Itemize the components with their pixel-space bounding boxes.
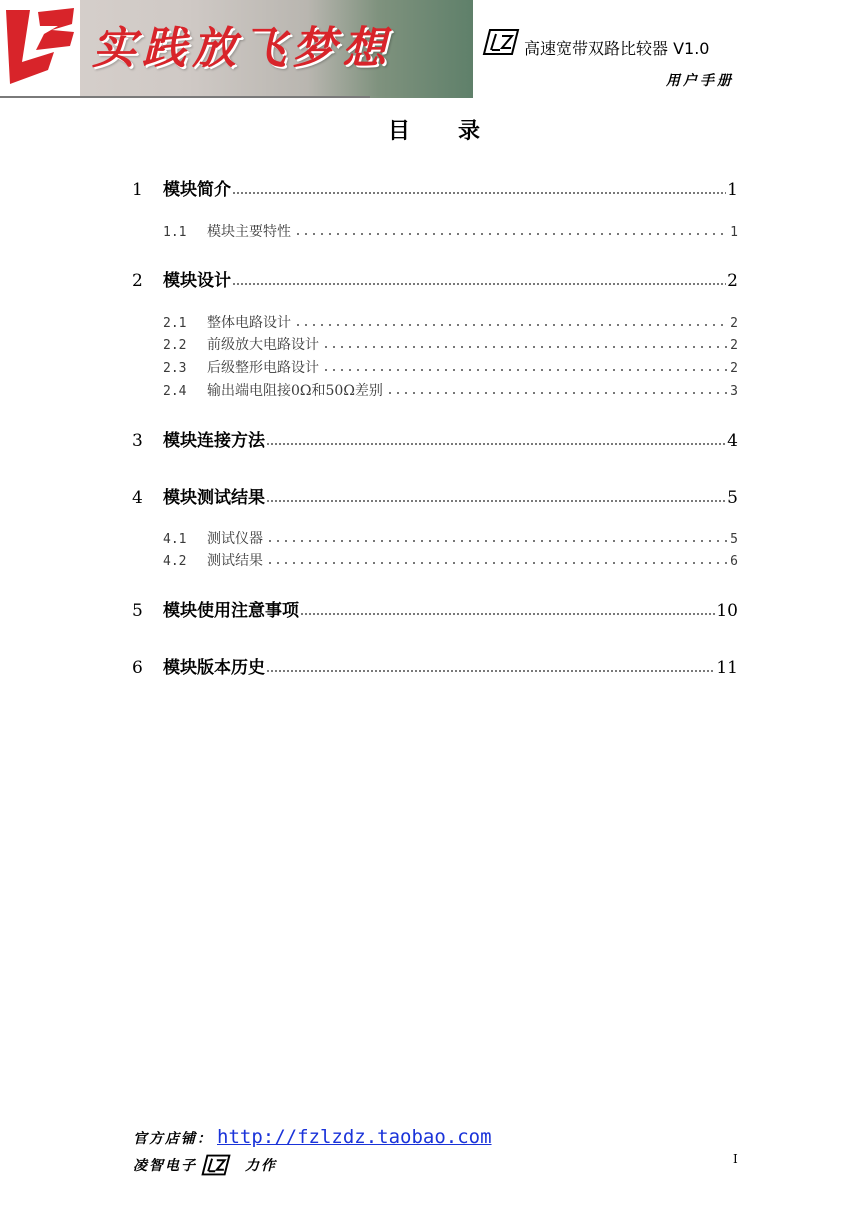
toc-entry-6[interactable] [132,653,738,678]
toc-entry-2-1[interactable] [163,312,738,332]
toc-entry-4-2[interactable] [163,550,738,570]
toc-number: 5 [132,601,143,621]
toc-entry-2-4[interactable] [163,380,738,400]
toc-leader [292,222,729,236]
credit-suffix: 力作 [245,1158,277,1174]
toc-entry-2-2[interactable] [163,334,738,354]
toc-page-number: 1 [730,225,738,240]
toc-leader [320,335,729,349]
toc-leader [264,551,729,565]
toc-entry-5[interactable] [132,596,738,621]
toc-page-number: 4 [727,431,738,451]
toc-entry-1[interactable] [132,175,738,200]
toc-title: 模块设计 [163,271,231,291]
toc-number: 2.2 [163,338,187,353]
toc-entry-4[interactable] [132,483,738,508]
toc-page-number: 11 [716,658,738,678]
toc-leader [384,381,729,395]
toc-title: 模块简介 [163,180,231,200]
lz-mark-icon [482,28,520,56]
toc-title: 整体电路设计 [207,315,291,331]
toc-page-number: 2 [730,361,738,376]
toc-title: 测试结果 [207,553,263,569]
toc-number: 6 [132,658,143,678]
title-part-2: 录 [458,118,481,144]
manual-subtitle: 用户手册 [666,73,734,89]
toc-title: 模块版本历史 [163,658,265,678]
toc-leader [232,179,726,195]
toc-leader [232,270,726,286]
toc-page-number: 2 [730,338,738,353]
header-product-block [482,22,742,92]
header-banner [0,0,473,98]
toc-title: 模块使用注意事项 [163,601,299,621]
toc-leader [266,430,726,446]
toc-number: 2.1 [163,316,187,331]
lz-logo-icon [0,0,80,98]
toc-number: 2.4 [163,384,187,399]
banner-slogan: 实践放飞梦想 [92,23,392,74]
toc-page-number: 10 [716,601,738,621]
toc-leader [300,600,715,616]
toc-page-number: 2 [730,316,738,331]
page-title [0,114,868,145]
toc-page-number: 2 [727,271,738,291]
toc-entry-2[interactable] [132,266,738,291]
toc-number: 4.2 [163,554,187,569]
footer-credit [133,1154,277,1176]
toc-leader [264,529,729,543]
toc-page-number: 5 [730,532,738,547]
toc-entry-4-1[interactable] [163,528,738,548]
toc-title: 后级整形电路设计 [207,360,319,376]
toc-title: 模块测试结果 [163,488,265,508]
toc-number: 1.1 [163,225,187,240]
toc-title: 测试仪器 [207,531,263,547]
toc-entry-1-1[interactable] [163,221,738,241]
toc-title: 前级放大电路设计 [207,337,319,353]
toc-title: 模块连接方法 [163,431,265,451]
toc-leader [266,487,726,503]
footer-shop [133,1126,492,1148]
shop-url-link[interactable]: http://fzlzdz.taobao.com [217,1126,492,1148]
toc-leader [292,313,729,327]
toc-entry-2-3[interactable] [163,357,738,377]
toc-entry-3[interactable] [132,426,738,451]
toc-number: 2.3 [163,361,187,376]
toc-number: 4.1 [163,532,187,547]
toc-page-number: 3 [730,384,738,399]
toc-number: 4 [132,488,143,508]
lz-mark-icon [201,1154,231,1176]
toc-number: 2 [132,271,143,291]
toc-title: 输出端电阻接0Ω和50Ω差别 [207,383,383,399]
credit-prefix: 凌智电子 [133,1158,197,1174]
toc-title: 模块主要特性 [207,224,291,240]
title-part-1: 目 [387,118,410,144]
toc-leader [320,358,729,372]
toc-page-number: 1 [727,180,738,200]
toc-page-number: 5 [727,488,738,508]
toc-leader [266,657,715,673]
page-number: I [733,1152,738,1166]
banner-divider [0,96,370,98]
toc-number: 3 [132,431,143,451]
toc-number: 1 [132,180,143,200]
shop-label: 官方店铺： [133,1131,213,1147]
product-title: 高速宽带双路比较器 V1.0 [524,39,710,58]
toc-page-number: 6 [730,554,738,569]
